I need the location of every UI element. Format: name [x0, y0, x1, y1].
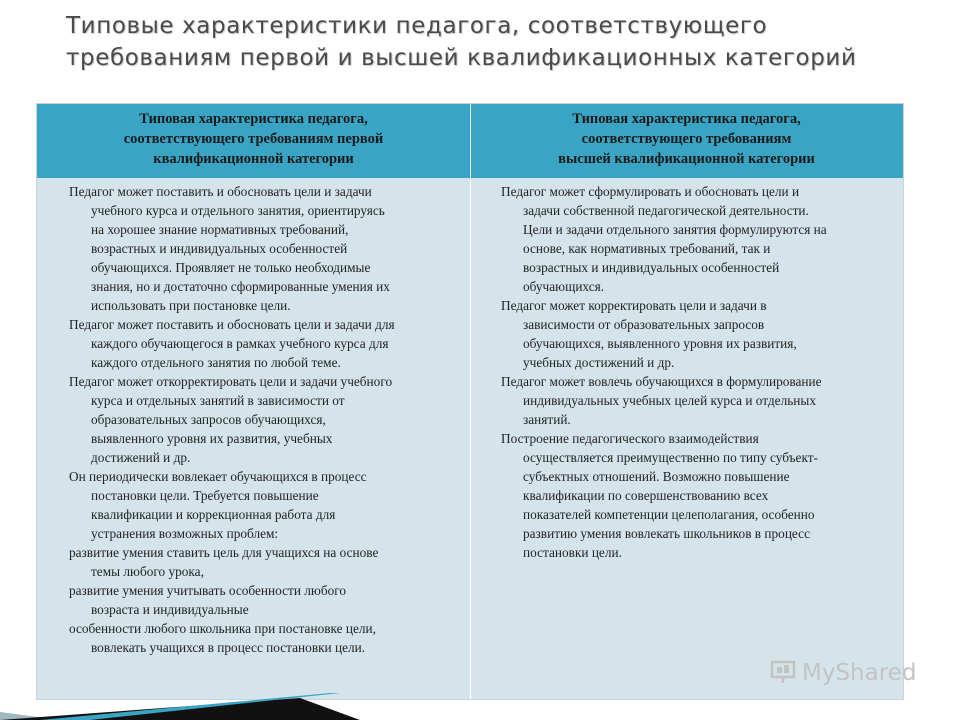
text-line: возраста и индивидуальные — [91, 602, 249, 617]
text-line: задачи собственной педагогической деятельности. — [523, 203, 809, 218]
text-line: учебных достижений и др. — [523, 355, 675, 370]
title-line: требованиям первой и высшей квалификационных категорий — [66, 45, 857, 71]
text-line: развитию умения вовлекать школьников в процесс — [523, 526, 810, 541]
text-line: постановки цели. — [523, 545, 622, 560]
text-line: Педагог может поставить и обосновать цели и задачи для — [69, 317, 395, 332]
text-line: занятий. — [523, 412, 571, 427]
text-line: квалификации по совершенствованию всех — [523, 488, 769, 503]
text-line: курса и отдельных занятий в зависимости от — [91, 393, 345, 408]
paragraph — [69, 619, 465, 657]
text-line: Построение педагогического взаимодействия — [501, 431, 759, 446]
text-line: развитие умения ставить цель для учащихся на основе — [69, 545, 379, 560]
presentation-icon — [770, 659, 796, 685]
text-line: знания, но и достаточно сформированные умения их — [91, 279, 390, 294]
text-line: особенности любого школьника при постановке цели, — [69, 621, 376, 636]
text-line: возрастных и индивидуальных особенностей — [91, 241, 348, 256]
text-line: темы любого урока, — [91, 564, 204, 579]
text-line: развитие умения учитывать особенности любого — [69, 583, 347, 598]
text-line: Педагог может сформулировать и обосновать цели и — [501, 184, 800, 199]
text-line: Он периодически вовлекает обучающихся в процесс — [69, 469, 367, 484]
text-line: образовательных запросов обучающихся, — [91, 412, 326, 427]
text-line: каждого обучающегося в рамках учебного курса для — [91, 336, 389, 351]
table-header — [37, 104, 903, 178]
text-line: Педагог может поставить и обосновать цели и задачи — [69, 184, 372, 199]
comparison-table — [36, 103, 904, 700]
text-line: индивидуальных учебных целей курса и отдельных — [523, 393, 816, 408]
text-line: использовать при постановке цели. — [91, 298, 291, 313]
text-line: Цели и задачи отдельного занятия формулируются на — [523, 222, 827, 237]
watermark — [770, 657, 930, 691]
text-line: основе, как нормативных требований, так и — [523, 241, 771, 256]
watermark-text: MyShared — [802, 660, 917, 686]
paragraph — [69, 543, 465, 581]
text-line: субъектных отношений. Возможно повышение — [523, 469, 790, 484]
paragraph — [501, 296, 895, 372]
text-line: обучающихся. — [523, 279, 605, 294]
title-line: Типовые характеристики педагога, соответствующего — [66, 13, 768, 39]
text-line: показателей компетенции целеполагания, особенно — [523, 507, 815, 522]
text-line: достижений и др. — [91, 450, 191, 465]
paragraph — [69, 315, 465, 372]
text-line: выявленного уровня их развития, учебных — [91, 431, 333, 446]
decorative-stripes — [0, 690, 420, 720]
text-line: зависимости от образовательных запросов — [523, 317, 765, 332]
header-first-category — [37, 109, 470, 175]
slide-title — [66, 10, 926, 74]
text-line: вовлекать учащихся в процесс постановки цели. — [91, 640, 366, 655]
text-line: Педагог может корректировать цели и задачи в — [501, 298, 767, 313]
text-line: обучающихся. Проявляет не только необходимые — [91, 260, 371, 275]
paragraph — [69, 182, 465, 315]
text-line: постановки цели. Требуется повышение — [91, 488, 319, 503]
text-line: квалификации и коррекционная работа для — [91, 507, 336, 522]
paragraph — [69, 581, 465, 619]
text-line: учебного курса и отдельного занятия, ориентируясь — [91, 203, 385, 218]
text-line: устранения возможных проблем: — [91, 526, 279, 541]
paragraph — [501, 372, 895, 429]
text-line: на хорошее знание нормативных требований, — [91, 222, 349, 237]
header-line: квалификационной категории — [153, 151, 354, 167]
paragraph — [501, 429, 895, 562]
header-line: соответствующего требованиям первой — [123, 131, 384, 147]
column-divider — [470, 178, 471, 699]
header-line: Типовая характеристика педагога, — [572, 111, 801, 127]
cell-highest-category — [501, 182, 895, 562]
text-line: осуществляется преимущественно по типу субъект- — [523, 450, 818, 465]
header-line: высшей квалификационной категории — [558, 151, 815, 167]
header-line: соответствующего требованиям — [581, 131, 792, 147]
paragraph — [69, 372, 465, 467]
cell-first-category — [69, 182, 465, 657]
text-line: Педагог может вовлечь обучающихся в формулирование — [501, 374, 822, 389]
text-line: каждого отдельного занятия по любой теме. — [91, 355, 341, 370]
header-highest-category — [470, 109, 903, 175]
header-line: Типовая характеристика педагога, — [139, 111, 368, 127]
text-line: обучающихся, выявленного уровня их развития, — [523, 336, 797, 351]
paragraph — [69, 467, 465, 543]
text-line: возрастных и индивидуальных особенностей — [523, 260, 780, 275]
paragraph — [501, 182, 895, 296]
text-line: Педагог может откорректировать цели и задачи учебного — [69, 374, 393, 389]
